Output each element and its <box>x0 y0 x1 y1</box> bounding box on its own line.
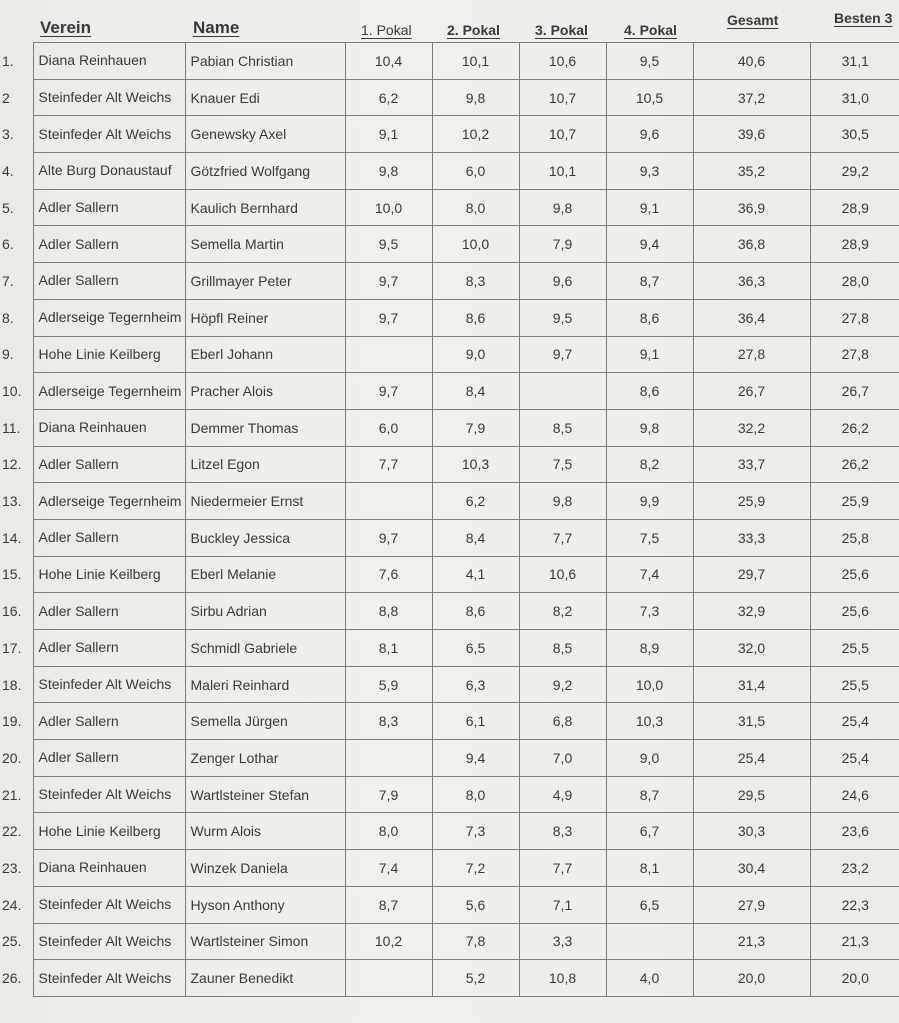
gesamt-cell: 36,9 <box>693 189 810 226</box>
verein-cell: Steinfeder Alt Weichs <box>33 923 185 960</box>
rank-cell: 17. <box>2 639 22 656</box>
pokal-1-cell: 10,0 <box>345 189 432 226</box>
name-cell: Sirbu Adrian <box>185 593 345 630</box>
besten-3-cell: 26,7 <box>810 373 899 410</box>
header-pokal-4: 4. Pokal <box>624 22 677 38</box>
name-cell: Buckley Jessica <box>185 519 345 556</box>
pokal-3-cell: 10,6 <box>519 556 606 593</box>
rank-cell: 16. <box>2 603 22 620</box>
table-row <box>0 373 899 410</box>
pokal-2-cell: 9,0 <box>432 336 519 373</box>
pokal-3-cell: 10,1 <box>519 153 606 190</box>
verein-cell: Adler Sallern <box>33 446 185 483</box>
name-cell: Litzel Egon <box>185 446 345 483</box>
verein-cell: Hohe Linie Keilberg <box>33 336 185 373</box>
verein-cell: Adler Sallern <box>33 593 185 630</box>
gesamt-cell: 35,2 <box>693 153 810 190</box>
gesamt-cell: 36,4 <box>693 299 810 336</box>
rank-cell: 6. <box>2 236 14 253</box>
pokal-1-cell: 8,7 <box>345 886 432 923</box>
pokal-1-cell: 8,3 <box>345 703 432 740</box>
pokal-3-cell: 10,6 <box>519 43 606 80</box>
besten-3-cell: 25,5 <box>810 630 899 667</box>
gesamt-cell: 29,7 <box>693 556 810 593</box>
gesamt-cell: 33,3 <box>693 519 810 556</box>
pokal-1-cell: 6,2 <box>345 79 432 116</box>
besten-3-cell: 25,9 <box>810 483 899 520</box>
verein-cell: Hohe Linie Keilberg <box>33 556 185 593</box>
besten-3-cell: 25,8 <box>810 519 899 556</box>
pokal-2-cell: 5,6 <box>432 886 519 923</box>
pokal-3-cell: 8,3 <box>519 813 606 850</box>
pokal-2-cell: 10,2 <box>432 116 519 153</box>
verein-cell: Diana Reinhauen <box>33 43 185 80</box>
name-cell: Genewsky Axel <box>185 116 345 153</box>
pokal-3-cell: 9,6 <box>519 263 606 300</box>
pokal-3-cell: 7,7 <box>519 519 606 556</box>
pokal-1-cell: 9,7 <box>345 263 432 300</box>
table-row <box>0 886 899 923</box>
pokal-3-cell: 8,2 <box>519 593 606 630</box>
pokal-4-cell: 8,7 <box>606 263 693 300</box>
pokal-4-cell: 9,3 <box>606 153 693 190</box>
table-row <box>0 116 899 153</box>
name-cell: Wurm Alois <box>185 813 345 850</box>
header-verein: Verein <box>40 18 92 37</box>
pokal-1-cell: 8,1 <box>345 630 432 667</box>
besten-3-cell: 20,0 <box>810 960 899 997</box>
pokal-3-cell: 6,8 <box>519 703 606 740</box>
header-name: Name <box>193 18 240 37</box>
gesamt-cell: 25,4 <box>693 740 810 777</box>
pokal-2-cell: 6,2 <box>432 483 519 520</box>
rank-cell: 5. <box>2 199 14 216</box>
gesamt-cell: 27,8 <box>693 336 810 373</box>
pokal-3-cell: 7,7 <box>519 850 606 887</box>
pokal-4-cell: 7,4 <box>606 556 693 593</box>
besten-3-cell: 27,8 <box>810 336 899 373</box>
table-row <box>0 226 899 263</box>
gesamt-cell: 25,9 <box>693 483 810 520</box>
pokal-4-cell: 10,5 <box>606 79 693 116</box>
besten-3-cell: 28,9 <box>810 189 899 226</box>
verein-cell: Adler Sallern <box>33 703 185 740</box>
pokal-1-cell <box>345 740 432 777</box>
rank-cell: 19. <box>2 713 22 730</box>
name-cell: Eberl Melanie <box>185 556 345 593</box>
pokal-2-cell: 10,3 <box>432 446 519 483</box>
verein-cell: Diana Reinhauen <box>33 850 185 887</box>
pokal-2-cell: 8,6 <box>432 299 519 336</box>
pokal-2-cell: 9,8 <box>432 79 519 116</box>
verein-cell: Adler Sallern <box>33 630 185 667</box>
rank-cell: 9. <box>2 346 14 363</box>
rank-cell: 23. <box>2 859 22 876</box>
name-cell: Demmer Thomas <box>185 409 345 446</box>
gesamt-cell: 21,3 <box>693 923 810 960</box>
pokal-3-cell: 9,8 <box>519 189 606 226</box>
pokal-2-cell: 8,3 <box>432 263 519 300</box>
pokal-4-cell: 9,0 <box>606 740 693 777</box>
gesamt-cell: 40,6 <box>693 43 810 80</box>
pokal-2-cell: 7,2 <box>432 850 519 887</box>
table-row <box>0 43 899 80</box>
pokal-3-cell: 9,8 <box>519 483 606 520</box>
pokal-3-cell: 9,7 <box>519 336 606 373</box>
besten-3-cell: 23,6 <box>810 813 899 850</box>
besten-3-cell: 28,0 <box>810 263 899 300</box>
name-cell: Pabian Christian <box>185 43 345 80</box>
besten-3-cell: 30,5 <box>810 116 899 153</box>
results-table <box>0 42 899 997</box>
name-cell: Götzfried Wolfgang <box>185 153 345 190</box>
name-cell: Pracher Alois <box>185 373 345 410</box>
name-cell: Zauner Benedikt <box>185 960 345 997</box>
pokal-1-cell: 9,7 <box>345 373 432 410</box>
table-row <box>0 923 899 960</box>
pokal-3-cell: 9,2 <box>519 666 606 703</box>
rank-cell: 22. <box>2 823 22 840</box>
pokal-2-cell: 8,4 <box>432 373 519 410</box>
table-row <box>0 299 899 336</box>
pokal-4-cell: 8,2 <box>606 446 693 483</box>
verein-cell: Diana Reinhauen <box>33 409 185 446</box>
pokal-1-cell: 9,1 <box>345 116 432 153</box>
besten-3-cell: 22,3 <box>810 886 899 923</box>
pokal-2-cell: 8,0 <box>432 776 519 813</box>
verein-cell: Alte Burg Donaustauf <box>33 153 185 190</box>
table-row <box>0 483 899 520</box>
pokal-1-cell: 10,2 <box>345 923 432 960</box>
gesamt-cell: 33,7 <box>693 446 810 483</box>
rank-cell: 25. <box>2 933 22 950</box>
pokal-3-cell: 10,7 <box>519 116 606 153</box>
table-row <box>0 593 899 630</box>
header-gesamt: Gesamt <box>727 12 779 28</box>
table-row <box>0 630 899 667</box>
name-cell: Semella Jürgen <box>185 703 345 740</box>
gesamt-cell: 37,2 <box>693 79 810 116</box>
pokal-4-cell: 6,7 <box>606 813 693 850</box>
verein-cell: Adlerseige Tegernheim <box>33 299 185 336</box>
pokal-1-cell <box>345 483 432 520</box>
gesamt-cell: 29,5 <box>693 776 810 813</box>
pokal-3-cell: 4,9 <box>519 776 606 813</box>
pokal-3-cell: 9,5 <box>519 299 606 336</box>
pokal-4-cell: 4,0 <box>606 960 693 997</box>
besten-3-cell: 27,8 <box>810 299 899 336</box>
name-cell: Schmidl Gabriele <box>185 630 345 667</box>
name-cell: Höpfl Reiner <box>185 299 345 336</box>
gesamt-cell: 31,4 <box>693 666 810 703</box>
pokal-3-cell: 7,5 <box>519 446 606 483</box>
table-row <box>0 519 899 556</box>
besten-3-cell: 23,2 <box>810 850 899 887</box>
table-row <box>0 703 899 740</box>
verein-cell: Steinfeder Alt Weichs <box>33 116 185 153</box>
pokal-4-cell: 8,9 <box>606 630 693 667</box>
pokal-1-cell: 9,8 <box>345 153 432 190</box>
gesamt-cell: 30,4 <box>693 850 810 887</box>
rank-cell: 21. <box>2 786 22 803</box>
besten-3-cell: 28,9 <box>810 226 899 263</box>
header-pokal-3: 3. Pokal <box>535 22 588 38</box>
verein-cell: Adler Sallern <box>33 740 185 777</box>
verein-cell: Adler Sallern <box>33 226 185 263</box>
header-pokal-2: 2. Pokal <box>447 22 500 38</box>
besten-3-cell: 25,6 <box>810 556 899 593</box>
pokal-1-cell: 7,6 <box>345 556 432 593</box>
pokal-4-cell: 8,7 <box>606 776 693 813</box>
pokal-2-cell: 10,0 <box>432 226 519 263</box>
pokal-1-cell: 7,4 <box>345 850 432 887</box>
pokal-1-cell: 7,7 <box>345 446 432 483</box>
table-row <box>0 79 899 116</box>
pokal-1-cell: 9,7 <box>345 299 432 336</box>
pokal-3-cell: 7,1 <box>519 886 606 923</box>
verein-cell: Adler Sallern <box>33 189 185 226</box>
pokal-2-cell: 6,5 <box>432 630 519 667</box>
pokal-3-cell: 7,0 <box>519 740 606 777</box>
verein-cell: Steinfeder Alt Weichs <box>33 776 185 813</box>
rank-cell: 24. <box>2 896 22 913</box>
rank-cell: 4. <box>2 162 14 179</box>
besten-3-cell: 25,4 <box>810 740 899 777</box>
pokal-2-cell: 6,0 <box>432 153 519 190</box>
name-cell: Winzek Daniela <box>185 850 345 887</box>
rank-cell: 26. <box>2 970 22 987</box>
rank-cell: 3. <box>2 126 14 143</box>
pokal-4-cell: 10,3 <box>606 703 693 740</box>
verein-cell: Steinfeder Alt Weichs <box>33 666 185 703</box>
table-row <box>0 336 899 373</box>
pokal-1-cell: 9,5 <box>345 226 432 263</box>
pokal-2-cell: 7,9 <box>432 409 519 446</box>
rank-cell: 10. <box>2 383 22 400</box>
name-cell: Hyson Anthony <box>185 886 345 923</box>
pokal-4-cell <box>606 923 693 960</box>
table-row <box>0 556 899 593</box>
pokal-4-cell: 7,3 <box>606 593 693 630</box>
gesamt-cell: 36,3 <box>693 263 810 300</box>
name-cell: Wartlsteiner Stefan <box>185 776 345 813</box>
pokal-4-cell: 9,1 <box>606 336 693 373</box>
besten-3-cell: 29,2 <box>810 153 899 190</box>
gesamt-cell: 27,9 <box>693 886 810 923</box>
gesamt-cell: 32,0 <box>693 630 810 667</box>
rank-cell: 2 <box>2 89 10 106</box>
pokal-1-cell: 9,7 <box>345 519 432 556</box>
pokal-4-cell: 9,9 <box>606 483 693 520</box>
pokal-4-cell: 7,5 <box>606 519 693 556</box>
rank-cell: 12. <box>2 456 22 473</box>
gesamt-cell: 32,2 <box>693 409 810 446</box>
pokal-3-cell: 3,3 <box>519 923 606 960</box>
table-row <box>0 776 899 813</box>
pokal-2-cell: 6,1 <box>432 703 519 740</box>
pokal-4-cell: 9,4 <box>606 226 693 263</box>
verein-cell: Adler Sallern <box>33 519 185 556</box>
header-pokal-1: 1. Pokal <box>361 22 412 38</box>
gesamt-cell: 39,6 <box>693 116 810 153</box>
table-row <box>0 850 899 887</box>
name-cell: Semella Martin <box>185 226 345 263</box>
besten-3-cell: 31,1 <box>810 43 899 80</box>
results-body <box>0 43 899 997</box>
besten-3-cell: 25,5 <box>810 666 899 703</box>
pokal-4-cell: 8,6 <box>606 299 693 336</box>
pokal-2-cell: 10,1 <box>432 43 519 80</box>
pokal-2-cell: 7,8 <box>432 923 519 960</box>
besten-3-cell: 25,4 <box>810 703 899 740</box>
pokal-4-cell: 9,1 <box>606 189 693 226</box>
pokal-3-cell: 10,8 <box>519 960 606 997</box>
verein-cell: Steinfeder Alt Weichs <box>33 79 185 116</box>
besten-3-cell: 24,6 <box>810 776 899 813</box>
rank-cell: 14. <box>2 529 22 546</box>
pokal-3-cell: 10,7 <box>519 79 606 116</box>
name-cell: Wartlsteiner Simon <box>185 923 345 960</box>
pokal-2-cell: 8,0 <box>432 189 519 226</box>
table-row <box>0 666 899 703</box>
header-besten-3: Besten 3 <box>834 10 893 26</box>
gesamt-cell: 20,0 <box>693 960 810 997</box>
besten-3-cell: 21,3 <box>810 923 899 960</box>
rank-cell: 11. <box>2 419 21 436</box>
table-row <box>0 960 899 997</box>
verein-cell: Hohe Linie Keilberg <box>33 813 185 850</box>
pokal-4-cell: 9,6 <box>606 116 693 153</box>
name-cell: Knauer Edi <box>185 79 345 116</box>
name-cell: Maleri Reinhard <box>185 666 345 703</box>
table-row <box>0 263 899 300</box>
table-row <box>0 189 899 226</box>
name-cell: Grillmayer Peter <box>185 263 345 300</box>
gesamt-cell: 30,3 <box>693 813 810 850</box>
rank-cell: 7. <box>2 272 14 289</box>
pokal-2-cell: 8,4 <box>432 519 519 556</box>
pokal-2-cell: 4,1 <box>432 556 519 593</box>
verein-cell: Adler Sallern <box>33 263 185 300</box>
pokal-4-cell: 10,0 <box>606 666 693 703</box>
pokal-1-cell <box>345 960 432 997</box>
pokal-2-cell: 5,2 <box>432 960 519 997</box>
gesamt-cell: 31,5 <box>693 703 810 740</box>
table-row <box>0 153 899 190</box>
table-row <box>0 409 899 446</box>
rank-cell: 1. <box>2 52 14 69</box>
pokal-1-cell: 7,9 <box>345 776 432 813</box>
rank-cell: 8. <box>2 309 14 326</box>
verein-cell: Steinfeder Alt Weichs <box>33 886 185 923</box>
pokal-2-cell: 8,6 <box>432 593 519 630</box>
rank-cell: 13. <box>2 493 22 510</box>
pokal-1-cell <box>345 336 432 373</box>
pokal-2-cell: 7,3 <box>432 813 519 850</box>
pokal-4-cell: 9,5 <box>606 43 693 80</box>
pokal-2-cell: 6,3 <box>432 666 519 703</box>
pokal-4-cell: 9,8 <box>606 409 693 446</box>
table-row <box>0 740 899 777</box>
pokal-1-cell: 8,8 <box>345 593 432 630</box>
pokal-4-cell: 6,5 <box>606 886 693 923</box>
name-cell: Eberl Johann <box>185 336 345 373</box>
rank-cell: 18. <box>2 676 22 693</box>
besten-3-cell: 25,6 <box>810 593 899 630</box>
besten-3-cell: 26,2 <box>810 446 899 483</box>
name-cell: Kaulich Bernhard <box>185 189 345 226</box>
pokal-3-cell: 8,5 <box>519 630 606 667</box>
table-row <box>0 813 899 850</box>
pokal-3-cell <box>519 373 606 410</box>
besten-3-cell: 31,0 <box>810 79 899 116</box>
pokal-3-cell: 8,5 <box>519 409 606 446</box>
pokal-1-cell: 10,4 <box>345 43 432 80</box>
pokal-3-cell: 7,9 <box>519 226 606 263</box>
verein-cell: Steinfeder Alt Weichs <box>33 960 185 997</box>
name-cell: Zenger Lothar <box>185 740 345 777</box>
rank-cell: 20. <box>2 749 22 766</box>
besten-3-cell: 26,2 <box>810 409 899 446</box>
pokal-2-cell: 9,4 <box>432 740 519 777</box>
pokal-1-cell: 6,0 <box>345 409 432 446</box>
rank-cell: 15. <box>2 566 22 583</box>
pokal-4-cell: 8,6 <box>606 373 693 410</box>
verein-cell: Adlerseige Tegernheim <box>33 373 185 410</box>
name-cell: Niedermeier Ernst <box>185 483 345 520</box>
verein-cell: Adlerseige Tegernheim <box>33 483 185 520</box>
gesamt-cell: 26,7 <box>693 373 810 410</box>
gesamt-cell: 32,9 <box>693 593 810 630</box>
pokal-1-cell: 5,9 <box>345 666 432 703</box>
pokal-4-cell: 8,1 <box>606 850 693 887</box>
gesamt-cell: 36,8 <box>693 226 810 263</box>
table-row <box>0 446 899 483</box>
pokal-1-cell: 8,0 <box>345 813 432 850</box>
